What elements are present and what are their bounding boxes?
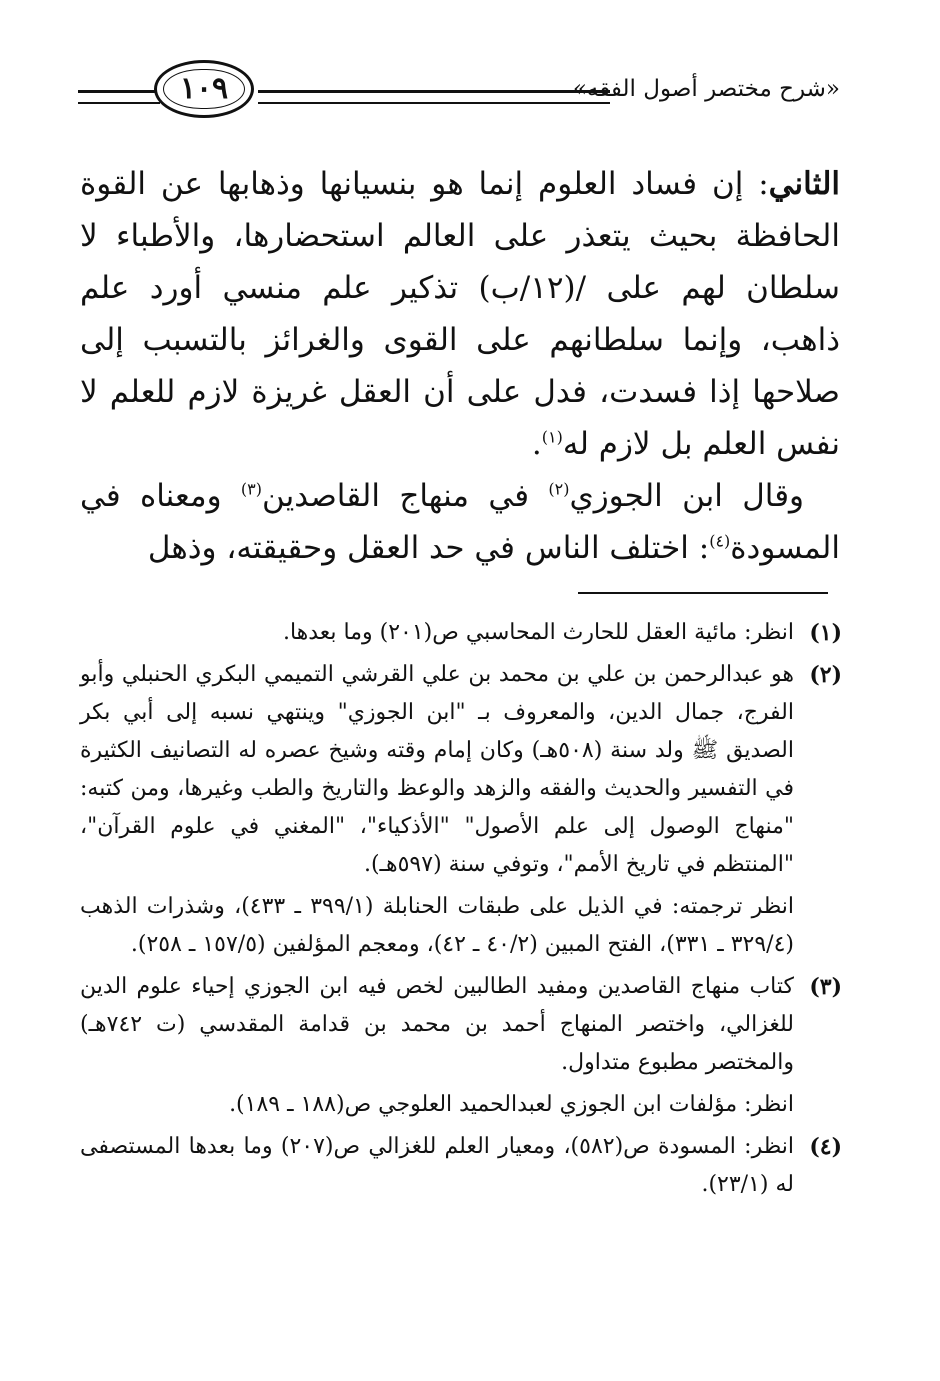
paragraph-2-part-a: وقال ابن الجوزي [569,478,805,514]
footnote-text: انظر: مائية العقل للحارث المحاسبي ص(٢٠١) وما بعدها. [282,620,794,645]
paragraph-lead-word: الثاني [768,166,840,202]
footnote-subtext: انظر ترجمته: في الذيل على طبقات الحنابلة (٣٩٩/١ ـ ٤٣٣)، وشذرات الذهب (٣٢٩/٤ ـ ٣٣١)، الفتح المبين (٤٠/٢ ـ ٤٢)، ومعجم المؤلفين (١٥٧/٥ ـ ٢٥٨). [80,894,794,957]
paragraph-2 [80,470,840,574]
footnote-ref-1: (١) [541,427,563,447]
page-number: ١٠٩ [179,71,229,106]
footnotes [80,614,842,1208]
footnote-body [80,968,794,1124]
paragraph-2-part-c: ومعناه في المسودة [80,478,840,566]
header-rule-right [258,90,610,104]
footnote-text: كتاب منهاج القاصدين ومفيد الطالبين لخص فيه ابن الجوزي إحياء علوم الدين للغزالي، واختصر المنهاج أحمد بن محمد بن قدامة المقدسي (ت ٧٤٢هـ) والمختصر مطبوع متداول. [80,974,794,1075]
footnote-body [80,1128,794,1204]
footnote-separator [578,592,828,594]
footnote-text: انظر: المسودة ص(٥٨٢)، ومعيار العلم للغزالي ص(٢٠٧) وما بعدها المستصفى له (٢٣/١). [80,1134,794,1197]
footnote-number: (١) [809,620,842,646]
footnote-1 [80,614,842,652]
footnote-number: (٤) [809,1134,842,1160]
header-rule-left [78,90,160,104]
footnote-body [80,614,794,652]
footnote-body [80,656,794,964]
footnote-3 [80,968,842,1124]
paragraph-2-part-d: : اختلف الناس في حد العقل وحقيقته، وذهل [147,530,710,566]
running-title: «شرح مختصر أصول الفقه» [572,76,840,102]
footnote-ref-3: (٣) [240,479,262,499]
main-text [80,158,840,574]
page-number-frame [154,60,254,118]
footnote-2 [80,656,842,964]
footnote-ref-4: (٤) [709,531,731,551]
paragraph-1-end: . [531,426,542,462]
footnote-subtext: انظر: مؤلفات ابن الجوزي لعبدالحميد العلوجي ص(١٨٨ ـ ١٨٩). [229,1092,794,1117]
paragraph-1-text: : إن فساد العلوم إنما هو بنسيانها وذهابها عن القوة الحافظة بحيث يتعذر على العالم استحضارها، والأطباء لا سلطان لهم على /(١٢/ب) تذكير علم منسي أورد علم ذاهب، وإنما سلطانهم على القوى والغرائز بالتسبب إلى صلاحها إذا فسدت، فدل على أن العقل غريزة لازم للعلم لا نفس العلم بل لازم له [80,166,841,462]
footnote-ref-2: (٢) [548,479,570,499]
paragraph-1 [80,158,840,470]
footnote-text: هو عبدالرحمن بن علي بن محمد بن علي القرشي التميمي البكري الحنبلي وأبو الفرج، جمال الدين، والمعروف بـ "ابن الجوزي" وينتهي نسبه إلى أبي بكر الصديق ﷺ ولد سنة (٥٠٨هـ) وكان إمام وقته وشيخ عصره له التصانيف الكثيرة في التفسير والحديث والفقه والزهد والوعظ والتاريخ والطب وغيرها، ومن كتبه: "منهاج الوصول إلى علم الأصول" "الأذكياء"، "المغني في علوم القرآن"، "المنتظم في تاريخ الأمم"، وتوفي سنة (٥٩٧هـ). [80,662,794,877]
footnote-number: (٣) [809,974,842,1000]
page-header [78,60,840,130]
paragraph-2-part-b: في منهاج القاصدين [261,478,549,514]
footnote-number: (٢) [809,662,842,688]
footnote-4 [80,1128,842,1204]
